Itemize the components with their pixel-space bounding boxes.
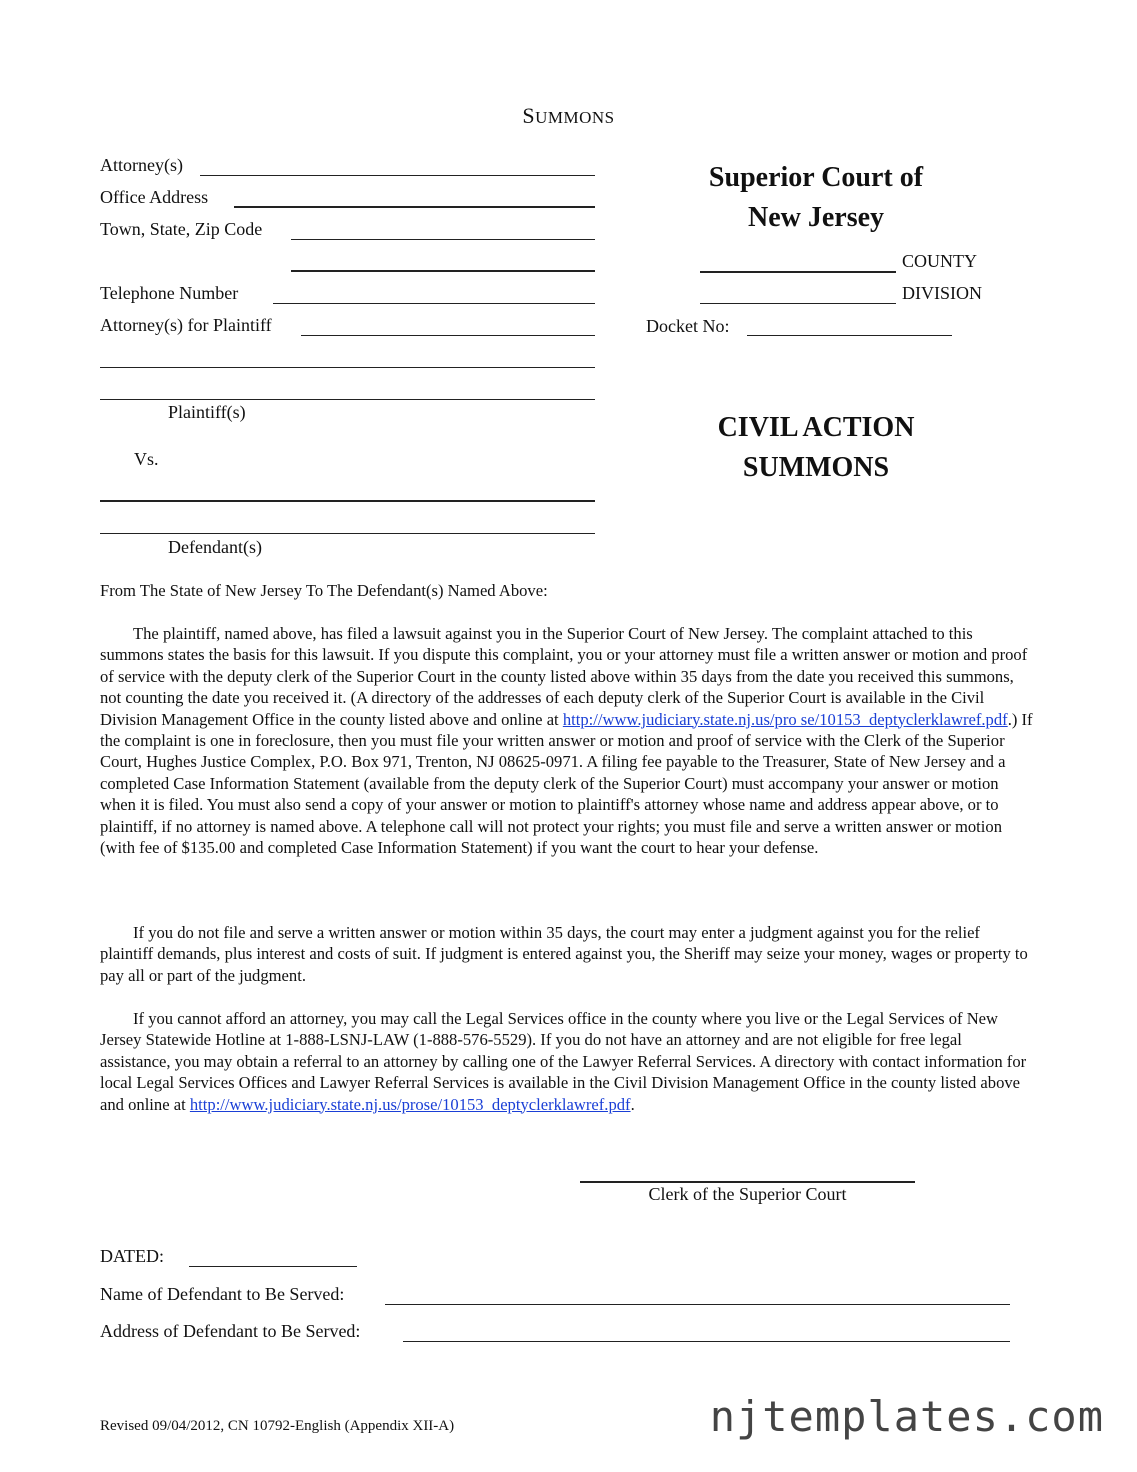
civil-action-line-2: SUMMONS — [742, 452, 890, 483]
defendant-name-line-2[interactable] — [100, 533, 595, 534]
dated-field[interactable] — [189, 1266, 357, 1267]
attorneys-label: Attorney(s) — [100, 155, 183, 175]
court-name-line-2: New Jersey — [747, 202, 885, 233]
name-defendant-field[interactable] — [385, 1304, 1010, 1305]
legal-services-directory-link[interactable]: http://www.judiciary.state.nj.us/prose/10153_deptyclerklawref.pdf — [189, 1094, 631, 1114]
county-field[interactable] — [700, 271, 896, 273]
vs-label: Vs. — [134, 449, 159, 469]
clerk-signature-line[interactable] — [580, 1181, 915, 1183]
division-field[interactable] — [700, 303, 896, 304]
intro-text: From The State of New Jersey To The Defendant(s) Named Above: — [100, 581, 548, 600]
site-watermark: njtemplates.com — [709, 1392, 1104, 1441]
address-extra-field[interactable] — [291, 270, 595, 272]
paragraph-2 — [100, 922, 1036, 986]
town-state-zip-field[interactable] — [291, 239, 595, 240]
attorneys-for-plaintiff-field[interactable] — [301, 335, 595, 336]
address-defendant-label: Address of Defendant to Be Served: — [100, 1321, 361, 1341]
paragraph-1-text-b: .) If the complaint is one in foreclosure, then you must file your written answer or motion and proof of service with the Clerk of the Superior Court, Hughes Justice Complex, P.O. Box 971, Trenton, NJ 08625-0971. A filing fee payable to the Treasurer, State of New Jersey and a completed Case Information Statement (available from the deputy clerk of the Superior Court) must accompany your answer or motion when it is filed. You must also send a copy of your answer or motion to plaintiff's attorney whose name and address appear above, or to plaintiff, if no attorney is named above. A telephone call will not protect your rights; you must file and serve a written answer or motion (with fee of $135.00 and completed Case Information Statement) if you want the court to hear your defense. — [100, 709, 1033, 858]
title-rest: UMMONS — [535, 108, 615, 127]
address-defendant-field[interactable] — [403, 1341, 1010, 1342]
county-label: COUNTY — [902, 251, 977, 271]
court-name-line-1: Superior Court of — [708, 162, 924, 193]
office-address-field[interactable] — [234, 206, 595, 208]
title-initial: S — [522, 103, 536, 128]
office-address-label: Office Address — [100, 187, 209, 207]
attorneys-field[interactable] — [200, 175, 595, 176]
plaintiff-name-line-1[interactable] — [100, 367, 595, 368]
docket-field[interactable] — [747, 335, 952, 336]
attorneys-for-plaintiff-label: Attorney(s) for Plaintiff — [100, 315, 272, 335]
revision-footer: Revised 09/04/2012, CN 10792-English (Appendix XII-A) — [100, 1418, 455, 1434]
plaintiffs-label: Plaintiff(s) — [168, 402, 246, 422]
plaintiff-name-line-2[interactable] — [100, 399, 595, 400]
document-title — [0, 103, 1137, 129]
docket-label: Docket No: — [646, 316, 730, 336]
town-state-zip-label: Town, State, Zip Code — [100, 219, 263, 239]
paragraph-3-text-a: If you cannot afford an attorney, you may call the Legal Services office in the county where you live or the Legal Services of New Jersey Statewide Hotline at 1-888-LSNJ-LAW (1-888-576-5529). If you do not have an attorney and are not eligible for free legal assistance, you may obtain a referral to an attorney by calling one of the Lawyer Referral Services. A directory with contact information for local Legal Services Offices and Lawyer Referral Services is available in the Civil Division Management Office in the county listed above and online at — [100, 1009, 1027, 1114]
civil-action-line-1: CIVIL ACTION — [717, 412, 915, 443]
paragraph-3-text-b: . — [630, 1094, 635, 1114]
dated-label: DATED: — [100, 1246, 164, 1266]
paragraph-2-text: If you do not file and serve a written answer or motion within 35 days, the court may enter a judgment against you for the relief plaintiff demands, plus interest and costs of suit. If judgment is entered against you, the Sheriff may seize your money, wages or property to pay all or part of the judgment. — [100, 923, 1028, 985]
name-defendant-label: Name of Defendant to Be Served: — [100, 1284, 345, 1304]
paragraph-1 — [100, 623, 1036, 858]
paragraph-3 — [100, 1008, 1036, 1115]
defendants-label: Defendant(s) — [168, 537, 262, 557]
paragraph-1-text-a: The plaintiff, named above, has filed a lawsuit against you in the Superior Court of New Jersey. The complaint attached to this summons states the basis for this lawsuit. If you dispute this complaint, you or your attorney must file a written answer or motion and proof of service with the deputy clerk of the Superior Court in the county listed above within 35 days from the date you received this summons, not counting the date you received it. (A directory of the addresses of each deputy clerk of the Superior Court is available in the Civil Division Management Office in the county listed above and online at — [100, 624, 1028, 729]
division-label: DIVISION — [902, 283, 982, 303]
telephone-field[interactable] — [273, 303, 595, 304]
clerk-label: Clerk of the Superior Court — [648, 1184, 847, 1204]
defendant-name-line-1[interactable] — [100, 500, 595, 502]
deputy-clerk-directory-link[interactable]: http://www.judiciary.state.nj.us/pro se/10153_deptyclerklawref.pdf — [562, 709, 1008, 729]
telephone-label: Telephone Number — [100, 283, 239, 303]
